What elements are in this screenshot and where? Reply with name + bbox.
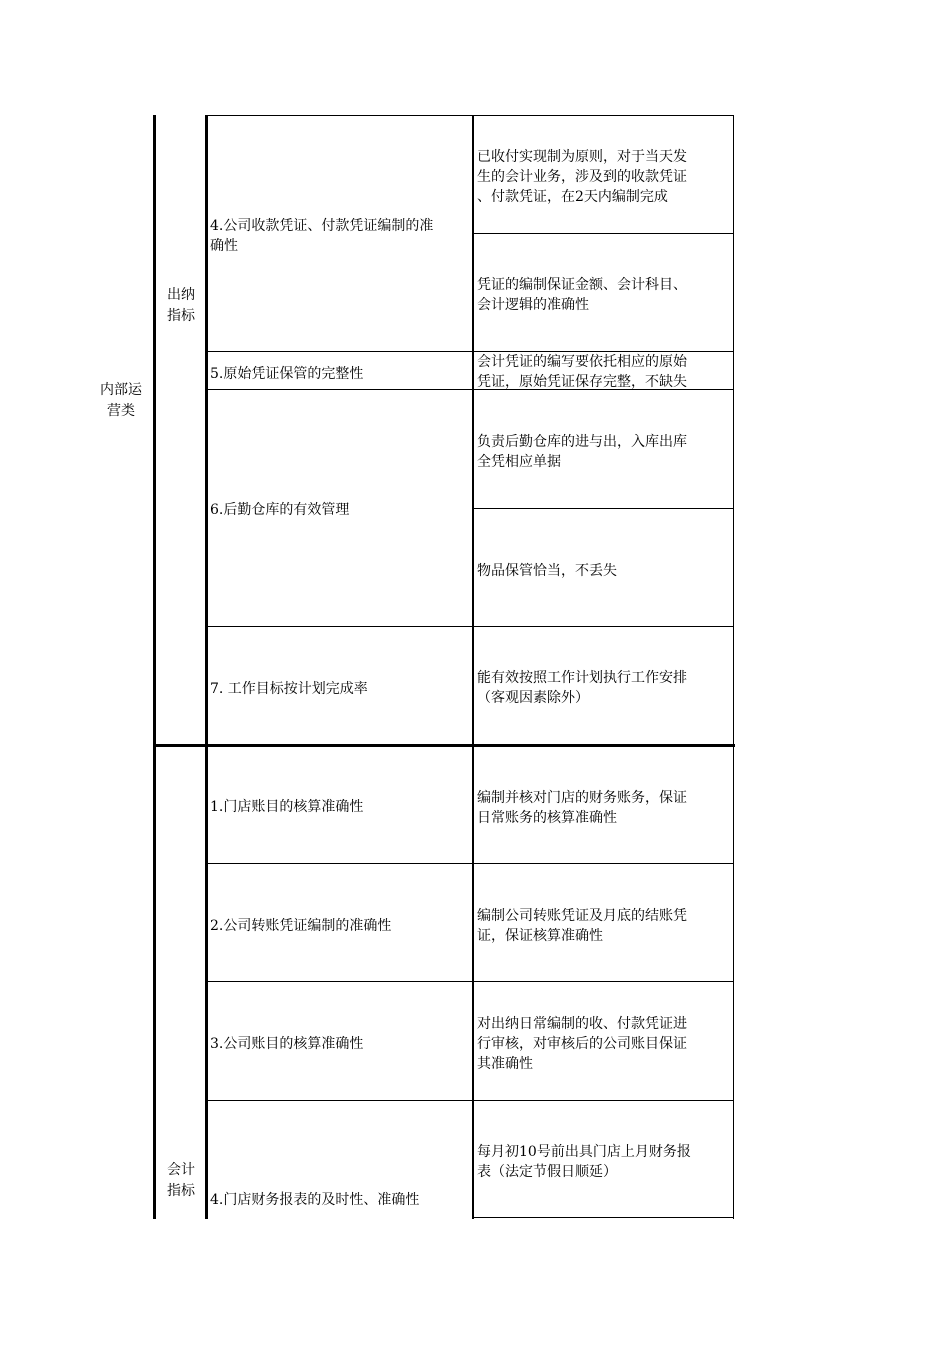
table-border — [153, 115, 156, 1219]
group-label: 会计 指标 — [167, 1162, 195, 1199]
category-label: 内部运 营类 — [100, 382, 142, 419]
indicator-cell: 4.门店财务报表的及时性、准确性 — [210, 1192, 420, 1208]
table-border — [733, 115, 734, 1219]
criteria-clip — [474, 352, 733, 389]
row-divider — [206, 981, 734, 982]
indicator-cell: 7. 工作目标按计划完成率 — [210, 681, 368, 697]
criteria-cell: 每月初10号前出具门店上月财务报 表（法定节假日顺延） — [477, 1144, 691, 1180]
criteria-cell: 负责后勤仓库的进与出，入库出库 全凭相应单据 — [477, 434, 687, 470]
row-divider — [206, 1100, 734, 1101]
row-divider — [473, 508, 734, 509]
table-border — [472, 115, 474, 1219]
indicator-cell: 1.门店账目的核算准确性 — [210, 799, 364, 815]
criteria-cell: 编制公司转账凭证及月底的结账凭 证，保证核算准确性 — [477, 908, 687, 944]
row-divider — [206, 863, 734, 864]
criteria-cell: 对出纳日常编制的收、付款凭证进 行审核，对审核后的公司账目保证 其准确性 — [477, 1016, 687, 1072]
group-label: 出纳 指标 — [167, 287, 195, 324]
criteria-cell: 编制并核对门店的财务账务，保证 日常账务的核算准确性 — [477, 790, 687, 826]
table-border — [205, 115, 208, 1219]
indicator-cell: 5.原始凭证保管的完整性 — [210, 366, 364, 382]
indicator-cell: 3.公司账目的核算准确性 — [210, 1036, 364, 1052]
table-border — [206, 115, 734, 116]
indicator-cell: 4.公司收款凭证、付款凭证编制的准 确性 — [210, 218, 434, 254]
criteria-cell: 物品保管恰当，不丢失 — [477, 563, 617, 579]
indicator-cell: 6.后勤仓库的有效管理 — [210, 502, 350, 518]
row-divider — [473, 1217, 734, 1218]
criteria-cell: 会计凭证的编写要依托相应的原始 凭证，原始凭证保存完整，不缺失 — [477, 354, 687, 389]
criteria-cell: 凭证的编制保证金额、会计科目、 会计逻辑的准确性 — [477, 277, 687, 313]
group-divider — [155, 744, 735, 747]
row-divider — [206, 626, 734, 627]
row-divider — [206, 389, 734, 390]
row-divider — [473, 233, 734, 234]
indicator-cell: 2.公司转账凭证编制的准确性 — [210, 918, 392, 934]
criteria-cell: 已收付实现制为原则，对于当天发 生的会计业务，涉及到的收款凭证 、付款凭证，在2天内编制完成 — [477, 149, 687, 205]
criteria-cell: 能有效按照工作计划执行工作安排 （客观因素除外） — [477, 670, 687, 706]
